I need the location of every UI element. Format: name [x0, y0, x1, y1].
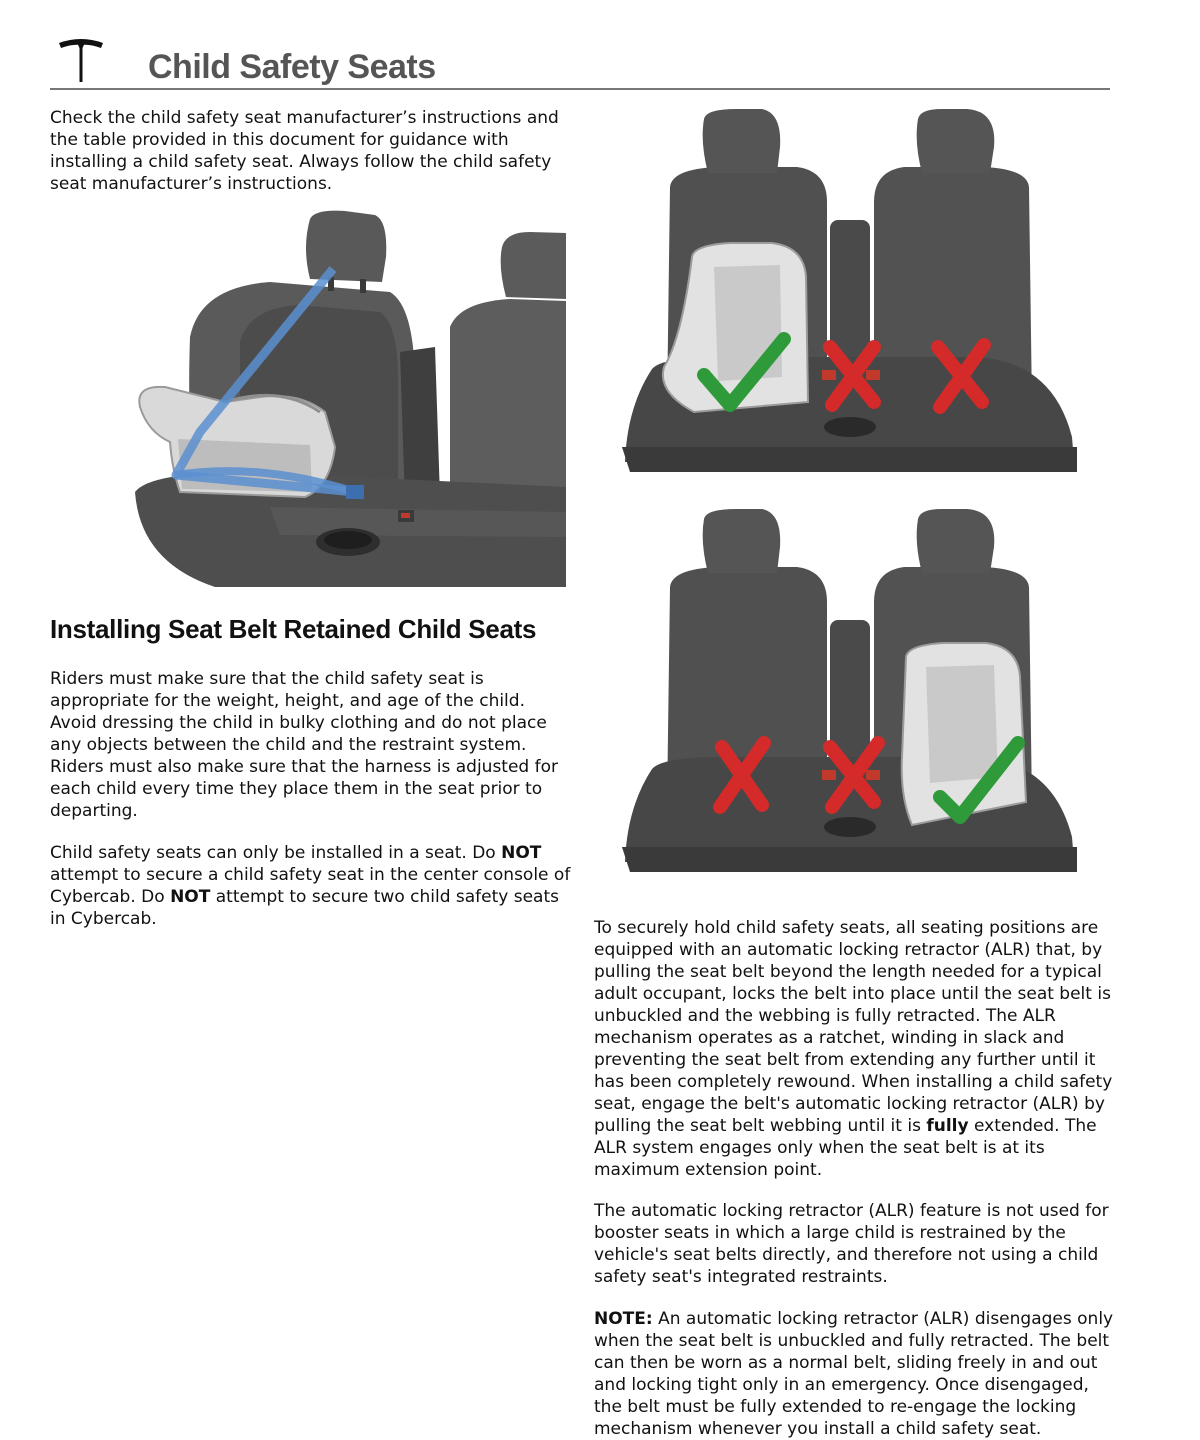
tesla-logo-icon [56, 36, 106, 86]
intro-paragraph: Check the child safety seat manufacturer’s instructions and the table provided in this document for guidance with installing a child safety seat. Always follow the child safety seat manufacturer’s instructions. [50, 108, 559, 194]
emphasis-not: NOT [170, 887, 211, 907]
page-title: Child Safety Seats [148, 48, 436, 86]
infant-carrier-belt-illustration [130, 207, 566, 587]
seat-position-diagram-right [622, 507, 1077, 892]
riders-paragraph: Riders must make sure that the child safety seat is appropriate for the weight, height, and age of the child. Avoid dressing the child in bulky clothing and do not place any objects between the child and the restraint system. Riders must also make sure that the harness is adjusted for each child every time they place them in the seat prior to departing. [50, 669, 558, 821]
title-divider [50, 88, 1110, 90]
booster-paragraph: The automatic locking retractor (ALR) feature is not used for booster seats in which a large child is restrained by the vehicle's seat belts directly, and therefore not using a child safety seat's integrated restraints. [594, 1201, 1109, 1287]
install-location-paragraph: Child safety seats can only be installed in a seat. Do NOT attempt to secure a child safety seat in the center console of Cybercab. Do NOT attempt to secure two child safety seats in Cybercab. [50, 843, 571, 929]
note-paragraph: NOTE: An automatic locking retractor (ALR) disengages only when the seat belt is unbuckled and fully retracted. The belt can then be worn as a normal belt, sliding freely in and out and locking tight only in an emergency. Once disengaged, the belt must be fully extended to re-engage the locking mechanism whenever you install a child safety seat. [594, 1309, 1114, 1439]
emphasis-not: NOT [501, 843, 542, 863]
note-label: NOTE: [594, 1309, 653, 1329]
emphasis-fully: fully [926, 1116, 969, 1136]
seat-position-diagram-left [622, 107, 1077, 492]
alr-paragraph: To securely hold child safety seats, all seating positions are equipped with an automatic locking retractor (ALR) that, by pulling the seat belt beyond the length needed for a typical adult occupant, locks the belt into place until the seat belt is unbuckled and the webbing is fully retracted. The ALR mechanism operates as a ratchet, winding in slack and preventing the seat belt from extending any further until it has been completely rewound. When installing a child safety seat, engage the belt's automatic locking retractor (ALR) by pulling the seat belt webbing until it is fully extended. The ALR system engages only when the seat belt is at its maximum extension point. [594, 918, 1113, 1180]
section-heading: Installing Seat Belt Retained Child Seats [50, 614, 537, 644]
